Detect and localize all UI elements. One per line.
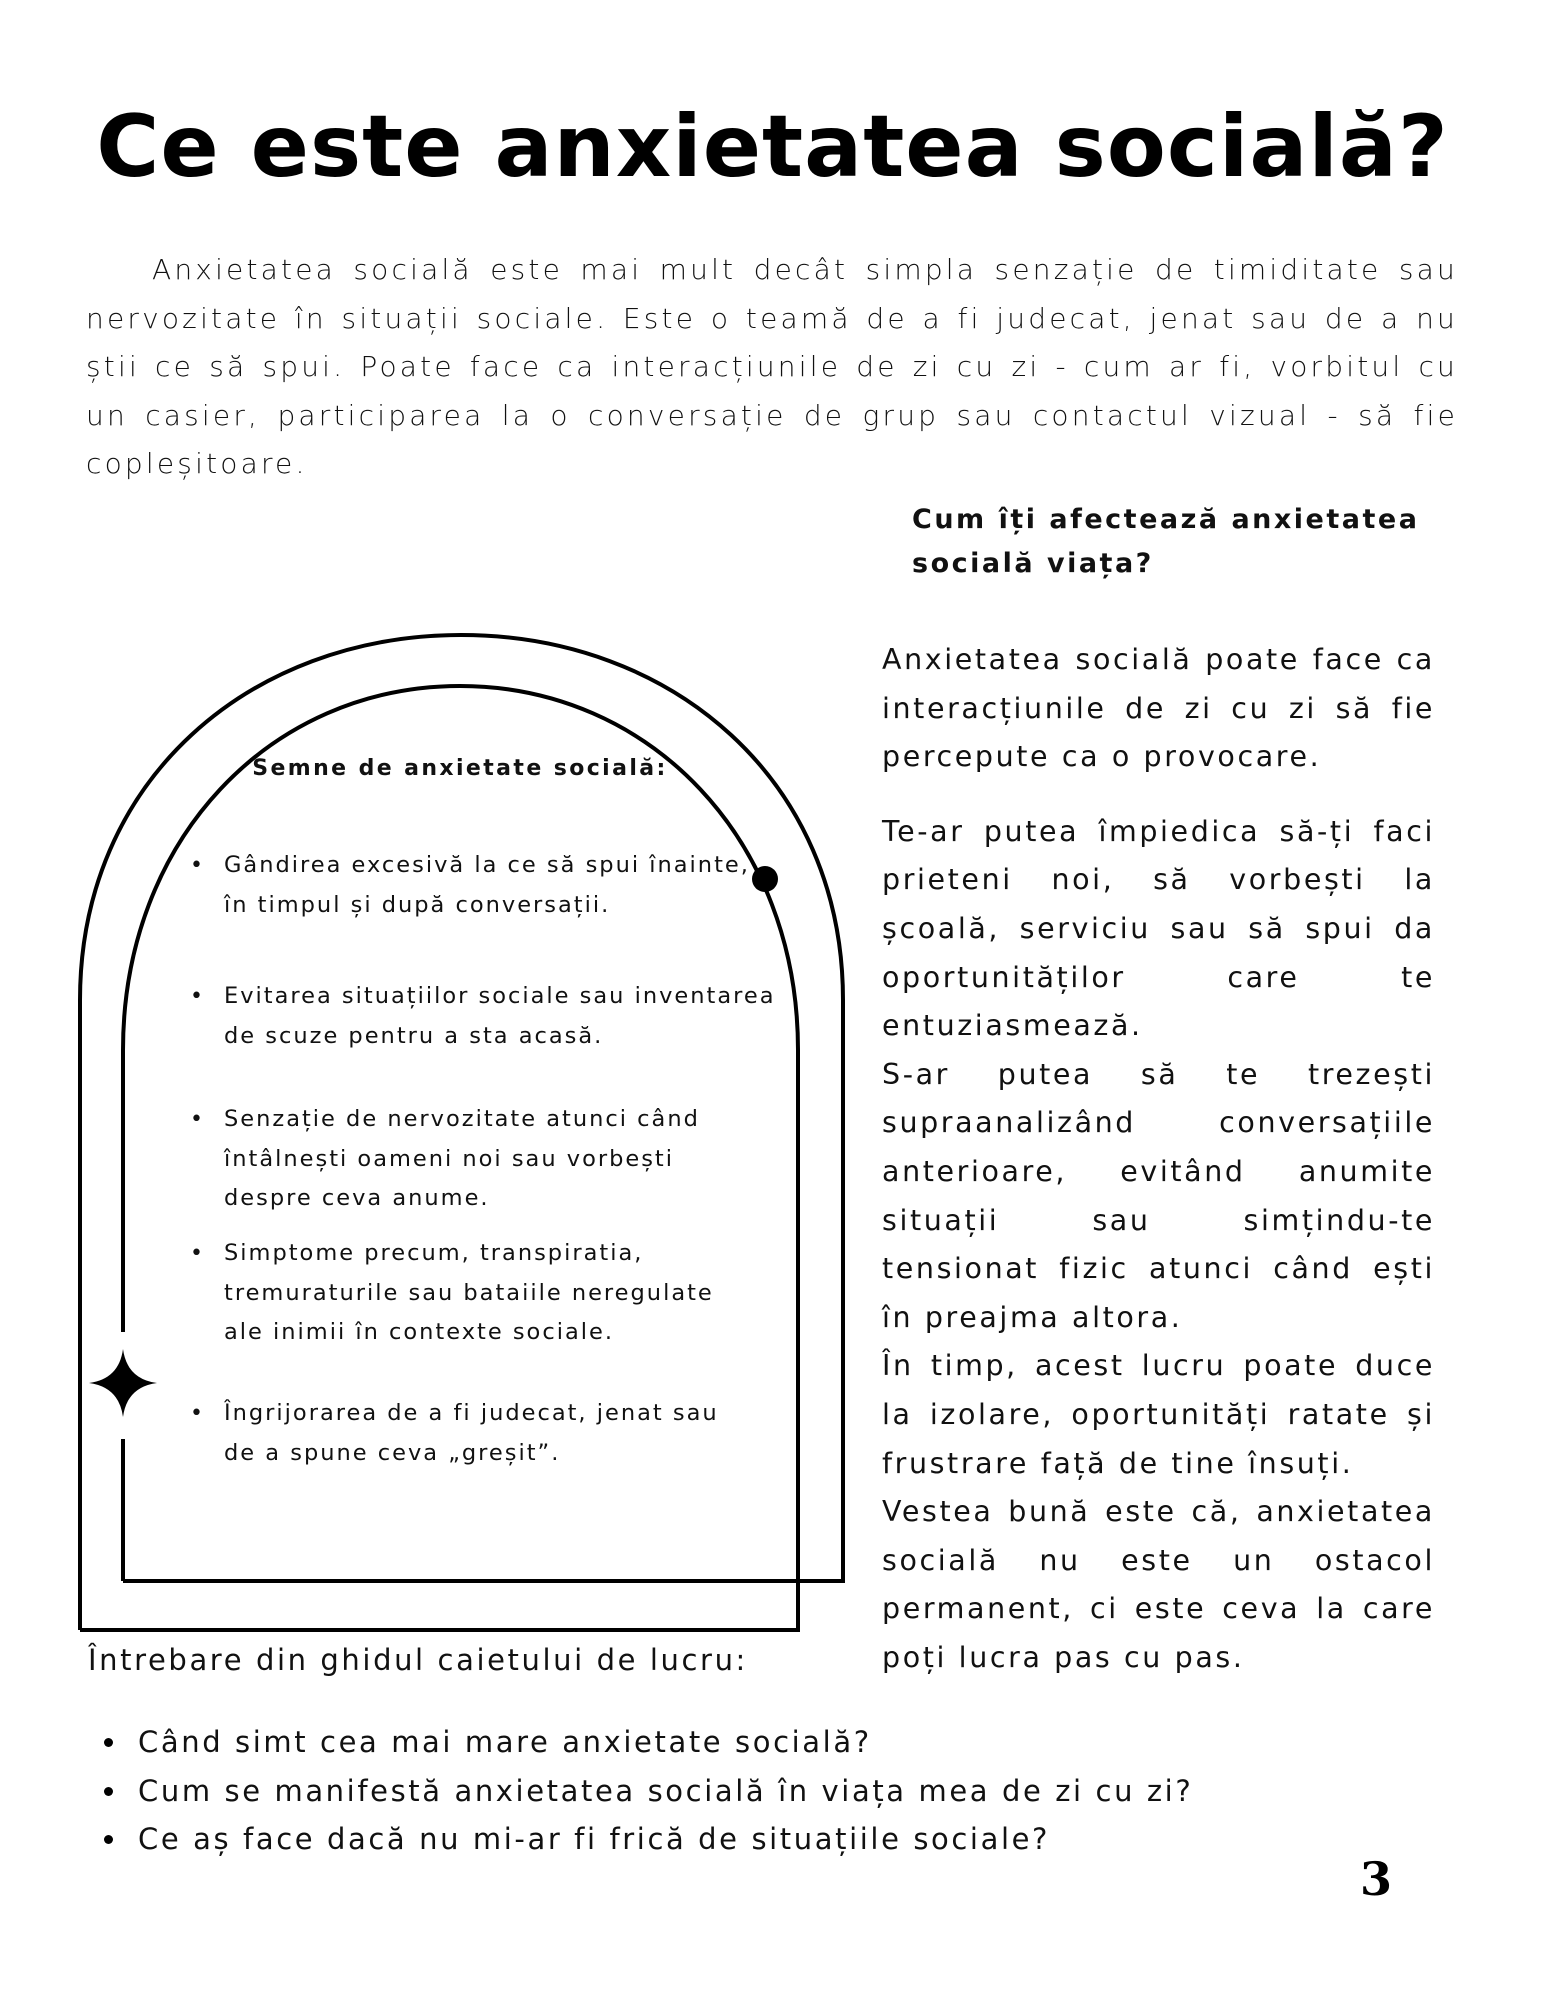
sign-item: • Simptome precum, transpiratia, tremuraturile sau bataiile neregulate ale inimii în contexte sociale. xyxy=(190,1234,790,1353)
bullet-icon: • xyxy=(190,1241,205,1266)
side-paragraph: S-ar putea să te trezești supraanalizând conversațiile anterioare, evitând anumite situații sau simțindu-te tensionat fizic atunci când ești în preajma altora. xyxy=(882,1057,1435,1334)
sign-item: • Evitarea situațiilor sociale sau inventarea de scuze pentru a sta acasă. xyxy=(190,977,790,1056)
questions-list xyxy=(100,1718,1300,1864)
question-item: Ce aș face dacă nu mi-ar fi frică de situațiile sociale? xyxy=(100,1815,1300,1864)
page-title: Ce este anxietatea socială? xyxy=(96,97,1449,197)
four-point-star-icon xyxy=(89,1349,157,1417)
question-item: Cum se manifestă anxietatea socială în viața mea de zi cu zi? xyxy=(100,1767,1300,1816)
side-paragraph: Te-ar putea împiedica să-ți faci prieteni noi, să vorbești la școală, serviciu sau să spui da oportunităților care te entuziasmează. xyxy=(882,814,1435,1043)
bullet-icon xyxy=(104,1835,113,1844)
page-number: 3 xyxy=(1360,1852,1393,1906)
bullet-icon xyxy=(104,1787,113,1796)
bullet-icon: • xyxy=(190,984,205,1009)
side-body xyxy=(882,636,1435,1682)
bullet-icon: • xyxy=(190,853,205,878)
question-item: Când simt cea mai mare anxietate socială? xyxy=(100,1718,1300,1767)
side-heading: Cum îți afectează anxietatea socială viața? xyxy=(912,504,1420,579)
intro-paragraph: Anxietatea socială este mai mult decât simpla senzație de timiditate sau nervozitate în situații sociale. Este o teamă de a fi judecat, jenat sau de a nu știi ce să spui. Poate face ca interacțiunile de zi cu zi - cum ar fi, vorbitul cu un casier, participarea la o conversație de grup sau contactul vizual - să fie copleșitoare. xyxy=(86,253,1458,480)
sign-item: • Îngrijorarea de a fi judecat, jenat sau de a spune ceva „greșit”. xyxy=(190,1394,790,1473)
side-paragraph: Anxietatea socială poate face ca interacțiunile de zi cu zi să fie percepute ca o provocare. xyxy=(882,643,1435,774)
side-paragraph: Vestea bună este că, anxietatea socială nu este un ostacol permanent, ci este ceva la care poți lucra pas cu pas. xyxy=(882,1495,1435,1674)
bullet-icon: • xyxy=(190,1401,205,1426)
sign-item: • Gândirea excesivă la ce să spui înainte, în timpul și după conversații. xyxy=(190,846,790,925)
sign-item: • Senzație de nervozitate atunci când întâlnești oameni noi sau vorbești despre ceva anume. xyxy=(190,1100,790,1219)
bullet-icon: • xyxy=(190,1107,205,1132)
questions-label: Întrebare din ghidul caietului de lucru: xyxy=(88,1643,748,1677)
bullet-icon xyxy=(104,1738,113,1747)
signs-title: Semne de anxietate socială: xyxy=(252,756,668,781)
side-paragraph: În timp, acest lucru poate duce la izolare, oportunități ratate și frustrare față de tine însuți. xyxy=(882,1349,1435,1480)
